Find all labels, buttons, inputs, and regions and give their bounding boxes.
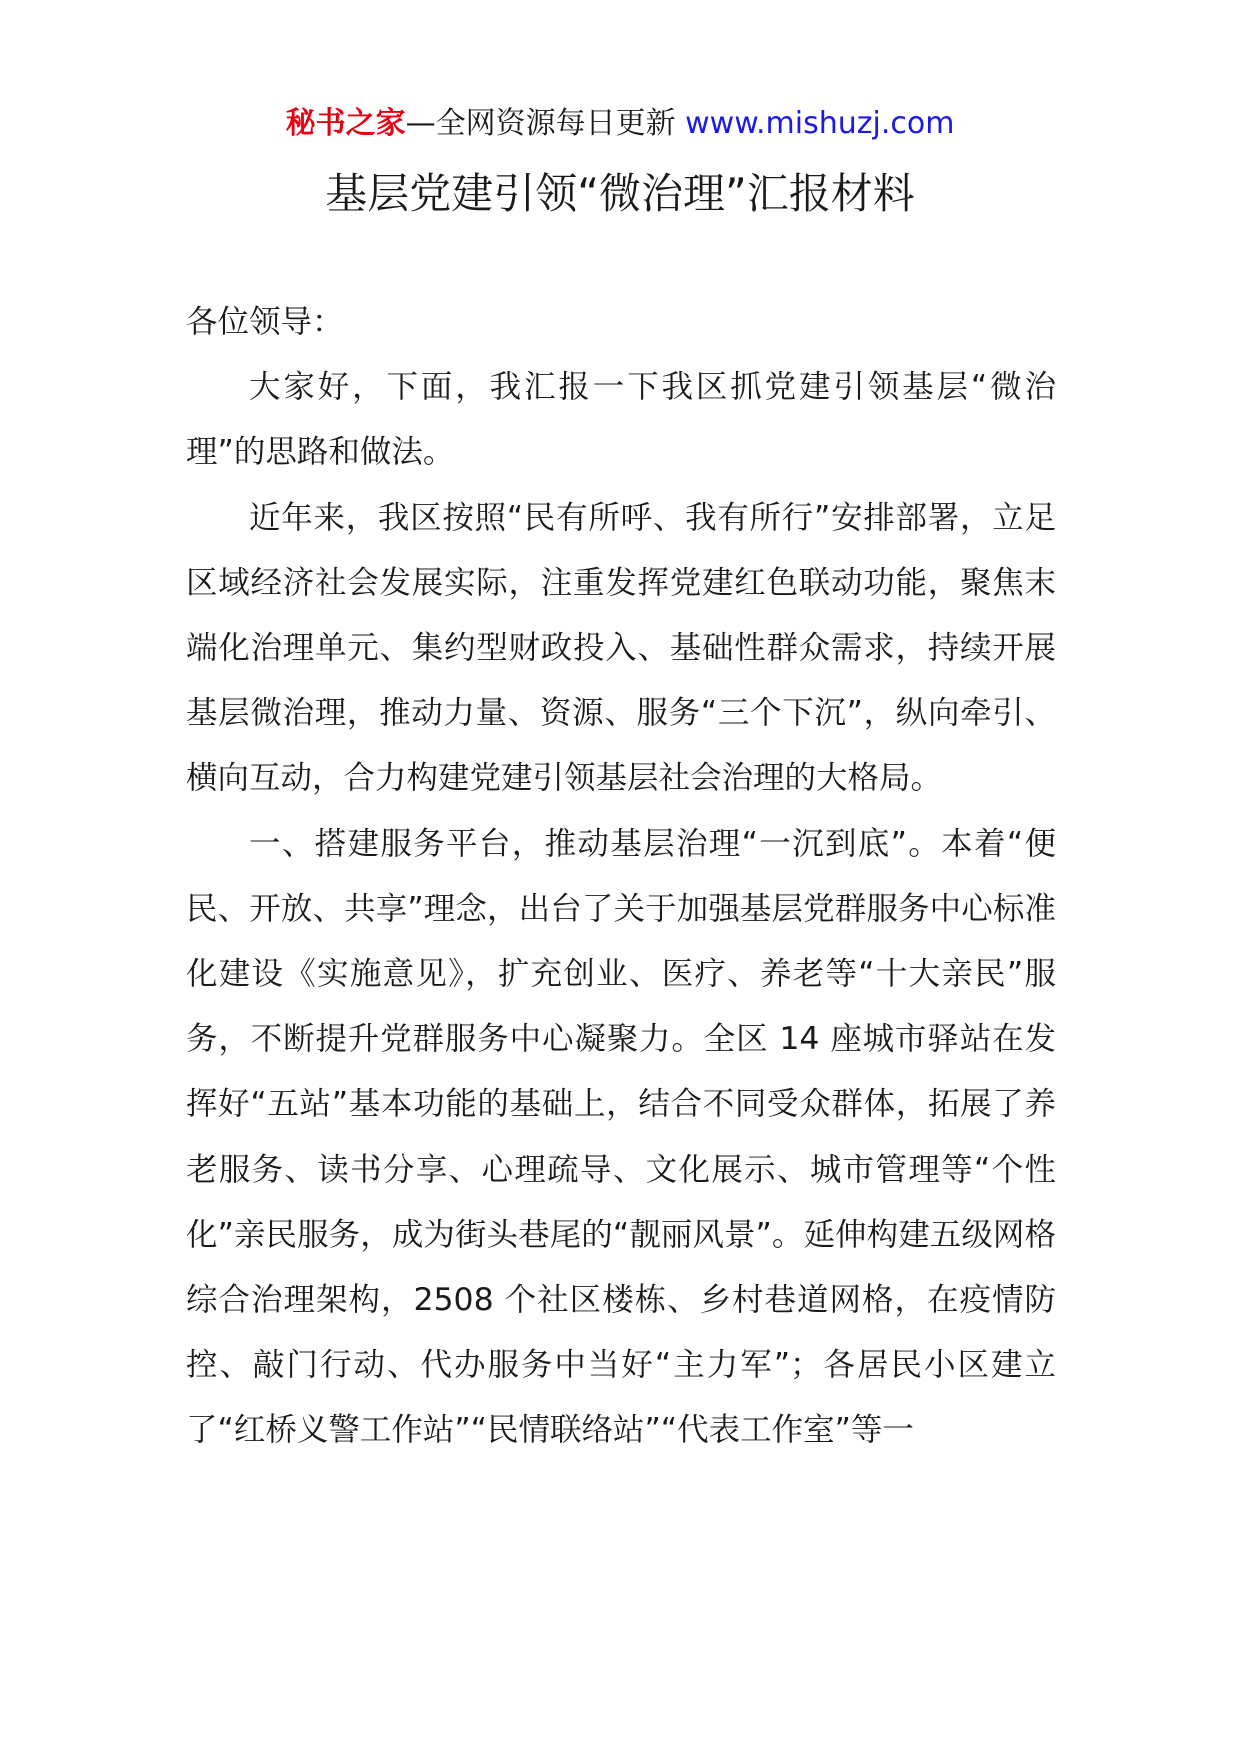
document-body — [186, 290, 1056, 1464]
paragraph-overview: 近年来，我区按照“民有所呼、我有所行”安排部署，立足区域经济社会发展实际，注重发挥党建红色联动功能，聚焦末端化治理单元、集约型财政投入、基础性群众需求，持续开展基层微治理，推动力量、资源、服务“三个下沉”，纵向牵引、横向互动，合力构建党建引领基层社会治理的大格局。 — [186, 499, 1056, 797]
brand-name: 秘书之家 — [285, 106, 406, 141]
paragraph-greeting: 大家好，下面，我汇报一下我区抓党建引领基层“微治理”的思路和做法。 — [186, 369, 1056, 471]
paragraph-section-one: 一、搭建服务平台，推动基层治理“一沉到底”。本着“便民、开放、共享”理念，出台了关于加强基层党群服务中心标准化建设《实施意见》，扩充创业、医疗、养老等“十大亲民”服务，不断提升党群服务中心凝聚力。全区 14 座城市驿站在发挥好“五站”基本功能的基础上，结合不同受众群体，拓展了养老服务、读书分享、心理疏导、文化展示、城市管理等“个性化”亲民服务，成为街头巷尾的“靓丽风景”。延伸构建五级网格综合治理架构，2508 个社区楼栋、乡村巷道网格，在疫情防控、敲门行动、代办服务中当好“主力军”；各居民小区建立了“红桥义警工作站”“民情联络站”“代表工作室”等一 — [186, 825, 1056, 1449]
header-tagline: —全网资源每日更新 — [405, 106, 686, 141]
site-url-link[interactable]: www.mishuzj.com — [685, 106, 955, 141]
document-title: 基层党建引领“微治理”汇报材料 — [325, 169, 915, 218]
salutation: 各位领导： — [186, 304, 344, 340]
site-header — [0, 100, 1240, 148]
